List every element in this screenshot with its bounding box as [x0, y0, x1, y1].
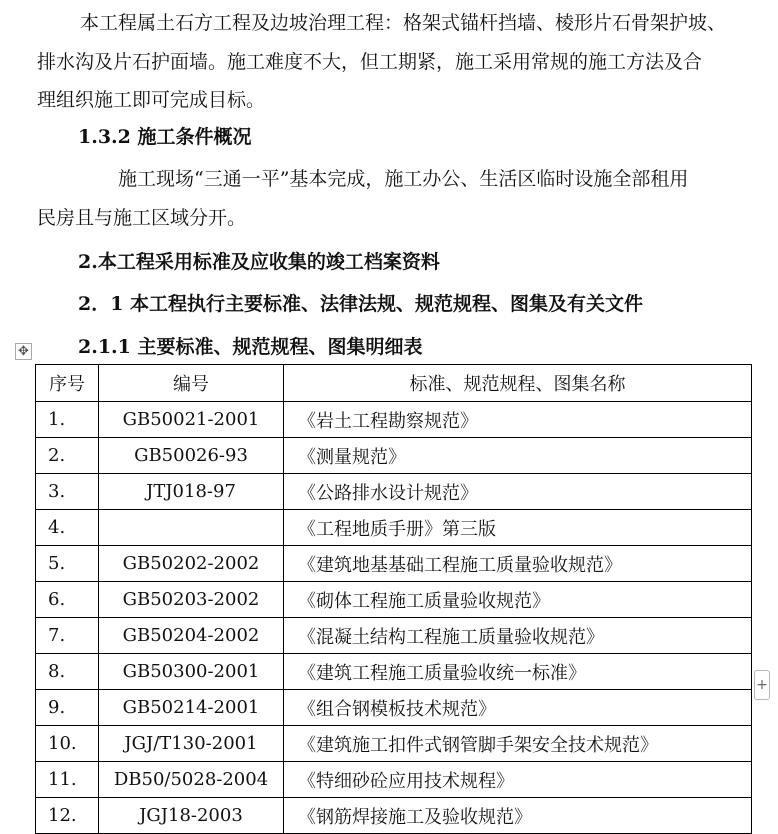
row-code: GB50026-93 [99, 438, 284, 474]
row-code: JGJ/T130-2001 [99, 726, 284, 762]
row-name: 《钢筋焊接施工及验收规范》 [284, 798, 752, 834]
row-code: JTJ018-97 [99, 474, 284, 510]
header-no: 序号 [36, 365, 99, 402]
intro-line-3: 理组织施工即可完成目标。 [37, 89, 266, 111]
section-2-heading: 2.本工程采用标准及应收集的竣工档案资料 [78, 251, 440, 273]
table-row [36, 474, 752, 510]
row-no: 8. [36, 654, 99, 690]
table-header-row [36, 365, 752, 402]
section-2-1-1-heading: 2.1.1 主要标准、规范规程、图集明细表 [78, 336, 423, 358]
row-name: 《建筑施工扣件式钢管脚手架安全技术规范》 [284, 726, 752, 762]
table-row [36, 762, 752, 798]
section-1-3-2-heading: 1.3.2 施工条件概况 [78, 126, 252, 148]
row-name: 《砌体工程施工质量验收规范》 [284, 582, 752, 618]
table-row [36, 726, 752, 762]
intro-line-2: 排水沟及片石护面墙。施工难度不大，但工期紧，施工采用常规的施工方法及合 [37, 51, 703, 73]
row-code: GB50021-2001 [99, 402, 284, 438]
row-name: 《组合钢模板技术规范》 [284, 690, 752, 726]
header-name: 标准、规范规程、图集名称 [284, 365, 752, 402]
row-name: 《岩土工程勘察规范》 [284, 402, 752, 438]
conditions-line-2: 民房且与施工区域分开。 [37, 207, 247, 229]
row-code: GB50202-2002 [99, 546, 284, 582]
row-no: 1. [36, 402, 99, 438]
plus-icon[interactable]: + [754, 670, 770, 700]
row-no: 7. [36, 618, 99, 654]
row-code [99, 510, 284, 546]
table-row [36, 798, 752, 834]
row-name: 《建筑工程施工质量验收统一标准》 [284, 654, 752, 690]
row-code: GB50214-2001 [99, 690, 284, 726]
intro-line-1: 本工程属土石方工程及边坡治理工程：格架式锚杆挡墙、棱形片石骨架护坡、 [80, 12, 727, 34]
row-code: GB50203-2002 [99, 582, 284, 618]
row-code: JGJ18-2003 [99, 798, 284, 834]
row-code: GB50204-2002 [99, 618, 284, 654]
row-name: 《测量规范》 [284, 438, 752, 474]
row-no: 5. [36, 546, 99, 582]
header-code: 编号 [99, 365, 284, 402]
row-no: 3. [36, 474, 99, 510]
conditions-line-1: 施工现场“三通一平”基本完成，施工办公、生活区临时设施全部租用 [118, 168, 689, 190]
table-row [36, 510, 752, 546]
table-row [36, 654, 752, 690]
row-no: 2. [36, 438, 99, 474]
standards-table [35, 364, 752, 834]
row-no: 10. [36, 726, 99, 762]
table-row [36, 618, 752, 654]
row-no: 6. [36, 582, 99, 618]
row-no: 4. [36, 510, 99, 546]
row-code: GB50300-2001 [99, 654, 284, 690]
row-no: 11. [36, 762, 99, 798]
row-code: DB50/5028-2004 [99, 762, 284, 798]
table-row [36, 690, 752, 726]
row-no: 9. [36, 690, 99, 726]
table-row [36, 582, 752, 618]
table-row [36, 402, 752, 438]
section-2-1-heading: 2．1 本工程执行主要标准、法律法规、规范规程、图集及有关文件 [78, 293, 644, 315]
row-name: 《特细砂砼应用技术规程》 [284, 762, 752, 798]
table-row [36, 546, 752, 582]
row-name: 《建筑地基基础工程施工质量验收规范》 [284, 546, 752, 582]
row-name: 《混凝土结构工程施工质量验收规范》 [284, 618, 752, 654]
table-row [36, 438, 752, 474]
move-cross-icon[interactable]: ✥ [15, 343, 32, 360]
row-name: 《公路排水设计规范》 [284, 474, 752, 510]
row-no: 12. [36, 798, 99, 834]
row-name: 《工程地质手册》第三版 [284, 510, 752, 546]
